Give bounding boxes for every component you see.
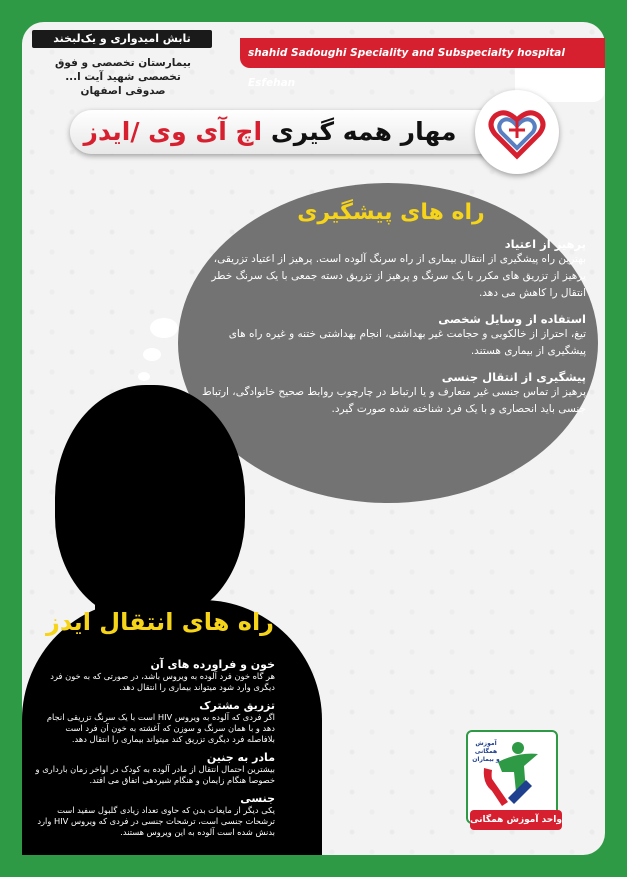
transmission-body-2: اگر فردی که آلوده به ویروس HIV است با یک سرنگ تزریقی انجام دهد و با همان سرنگ و سوزن که آغشته به خون آن فرد است بلافاصله فرد دیگری تزریق کند میتواند بیماری را انتقال دهد.: [46, 712, 275, 744]
thought-dot-small: [138, 372, 150, 381]
transmission-title: راه های انتقال ایدز: [46, 608, 274, 636]
title-part-2: اچ آی وی /ایدز: [83, 117, 263, 146]
hospital-name-fa: بیمارستان تخصصی و فوق تخصصی شهید آیت ا... صدوقی اصفهان: [55, 57, 191, 97]
prevention-heading-3: پیشگیری از انتقال جنسی: [441, 370, 586, 384]
title-part-1: مهار همه گیری: [262, 117, 457, 146]
prevention-title: راه های پیشگیری: [297, 200, 485, 225]
unit-logo-caption: آموزش همگانی و بیماران: [472, 740, 500, 763]
transmission-heading-3: مادر به جنین: [206, 751, 275, 764]
transmission-body-1: هر گاه خون فرد آلوده به ویروس باشد، در صورتی که به خون فرد دیگری وارد شود میتواند بیماری را انتقال دهد.: [50, 671, 275, 692]
campaign-emblem: [475, 90, 559, 174]
prevention-section: [196, 200, 586, 428]
prevention-body-2: تیغ، احتراز از خالکوبی و حجامت غیر بهداشتی، انجام بهداشتی ختنه و غیره راه های پیشگیری از بیماری هستند.: [228, 328, 586, 357]
page-title: [70, 110, 470, 154]
hospital-name-en: shahid Sadoughi Speciality and Subspecialty hospital Esfehan: [240, 38, 605, 68]
prevention-heading-1: پرهیز از اعتیاد: [504, 237, 586, 251]
transmission-heading-4: جنسی: [240, 792, 275, 805]
transmission-heading-1: خون و فراورده های آن: [150, 658, 275, 671]
prevention-body-1: بهترین راه پیشگیری از انتقال بیماری از راه سرنگ آلوده است. پرهیز از اعتیاد تزریقی، پرهیز از تزریق های مکرر با یک سرنگ و پرهیز از تزریق دسته جمعی با یک سرنگ خطر انتقال را کاهش می دهد.: [211, 253, 586, 299]
heart-knot-icon: [475, 90, 559, 174]
transmission-heading-2: تزریق مشترک: [199, 699, 275, 712]
hospital-logo: تابش امیدواری و یک‌لبخند: [32, 30, 212, 48]
thought-dot-large: [150, 318, 178, 338]
thought-dot-medium: [143, 348, 161, 361]
prevention-heading-2: استفاده از وسایل شخصی: [438, 312, 586, 326]
transmission-body-4: یکی دیگر از مایعات بدن که حاوی تعداد زیادی گلبول سفید است ترشحات جنسی است، ترشحات جنسی در فردی که ویروس HIV وارد بدنش شده است آلوده به این ویروس هستند.: [37, 805, 275, 837]
prevention-body-3: پرهیز از تماس جنسی غیر متعارف و یا ارتباط در چارچوب روابط صحیح خانوادگی، ارتباط جنسی باید انحصاری و با یک فرد شناخته شده صورت گیرد.: [201, 386, 586, 415]
unit-label: واحد آموزش همگانی: [470, 810, 562, 830]
transmission-body-3: بیشترین احتمال انتقال از مادر آلوده به کودک در اواخر زمان بارداری و خصوصا هنگام زایمان و هنگام شیردهی اتفاق می افتد.: [35, 764, 275, 785]
transmission-list: [35, 655, 275, 844]
